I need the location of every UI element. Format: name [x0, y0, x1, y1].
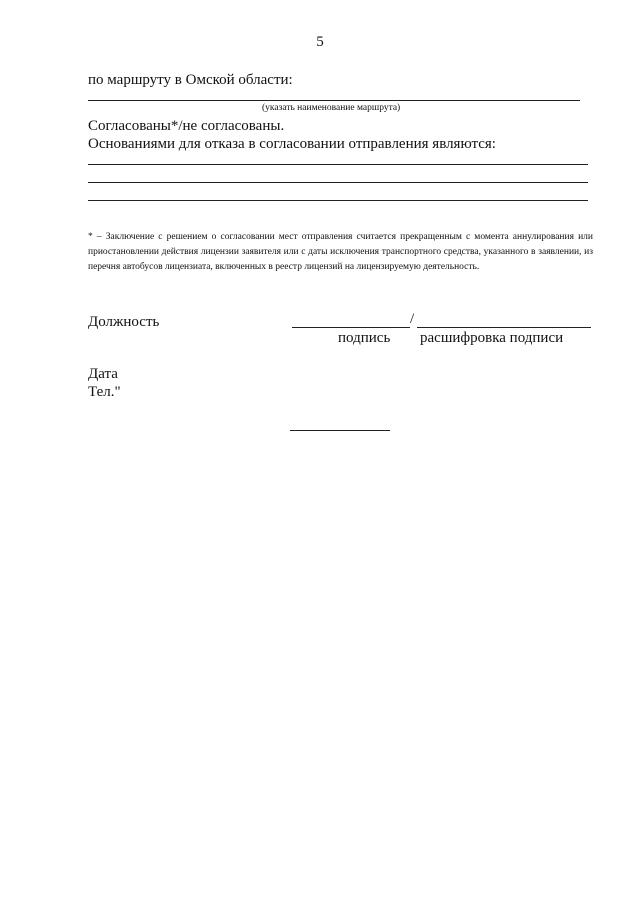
route-name-line: [88, 100, 580, 101]
phone-label: Тел.": [88, 384, 121, 400]
page-number: 5: [316, 34, 324, 50]
position-label: Должность: [88, 314, 160, 330]
closing-divider: [290, 430, 390, 431]
signature-caption: подпись: [338, 330, 391, 346]
date-label: Дата: [88, 366, 118, 382]
route-hint: (указать наименование маршрута): [262, 103, 401, 113]
agreed-status-line: Согласованы*/не согласованы.: [88, 118, 285, 134]
refusal-grounds-line-3: [88, 200, 588, 201]
refusal-grounds-line-2: [88, 182, 588, 183]
signature-transcript-caption: расшифровка подписи: [420, 330, 564, 346]
route-label: по маршруту в Омской области:: [88, 72, 293, 88]
signature-separator: /: [410, 311, 415, 327]
signature-line: [292, 327, 410, 328]
signature-transcript-line: [417, 327, 591, 328]
footnote: * – Заключение с решением о согласовании мест отправления считается прекращенным с момента аннулирования или приостановлении действия лицензии заявителя или с даты исключения транспортного средства, указанного в заявлении, из перечня автобусов лицензиата, включенных в реестр лицензий на лицензируемую деятельность.: [88, 232, 593, 272]
refusal-grounds-line-1: [88, 164, 588, 165]
refusal-grounds-label: Основаниями для отказа в согласовании отправления являются:: [88, 136, 496, 152]
